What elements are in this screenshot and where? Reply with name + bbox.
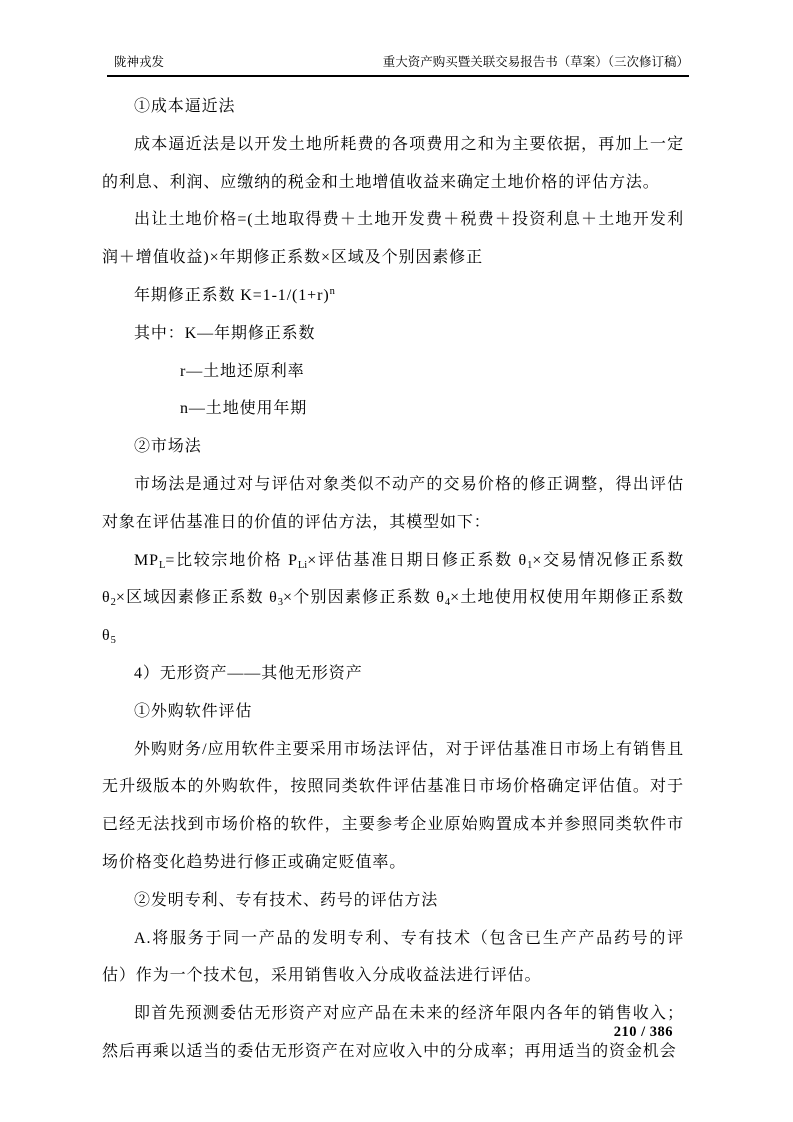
formula-subscript: L [158,559,166,571]
paragraph-text: =比较宗地价格 P [165,551,298,569]
paragraph [102,201,684,277]
paragraph-text: 外购财务/应用软件主要采用市场法评估，对于评估基准日市场上有销售且无升级版本的外购软件，按照同类软件评估基准日市场价格确定评估值。对于已经无法找到市场价格的软件，主要参考企业原始购置成本并参照同类软件市场价格变化趋势进行修正或确定贬值率。 [102,740,684,871]
formula-subscript: Li [297,559,308,571]
paragraph-text: 市场法是通过对与评估对象类似不动产的交易价格的修正调整，得出评估对象在评估基准日的价值的评估方法，其模型如下： [102,475,684,531]
paragraph-text: n—土地使用年期 [180,400,308,418]
paragraph-text: 成本逼近法是以开发土地所耗费的各项费用之和为主要依据，再加上一定的利息、利润、应缴纳的税金和土地增值收益来确定土地价格的评估方法。 [102,135,684,191]
page-header [107,54,689,77]
paragraph-text: ①外购软件评估 [134,702,253,720]
paragraph-text: ×区域因素修正系数 θ [115,589,278,607]
formula-subscript: 4 [444,597,451,609]
paragraph-text: ×土地使用权使用年期修正系数 θ [102,589,685,645]
paragraph [102,88,684,126]
paragraph-text: MP [134,551,159,569]
page-footer [102,1024,684,1041]
paragraph-text: ②市场法 [134,438,202,456]
paragraph [102,920,684,996]
header-right-title: 重大资产购买暨关联交易报告书（草案）（三次修订稿） [382,55,689,69]
document-body [102,88,684,1071]
paragraph-text: 即首先预测委估无形资产对应产品在未来的经济年限内各年的销售收入；然后再乘以适当的委估无形资产在对应收入中的分成率；再用适当的资金机会 [102,1005,684,1060]
paragraph [102,731,684,882]
paragraph [102,315,684,353]
paragraph [102,126,684,202]
paragraph [102,693,684,731]
paragraph-text: 其中：K—年期修正系数 [134,324,316,342]
formula-subscript: 5 [110,635,116,647]
paragraph [102,542,684,655]
paragraph [102,882,684,920]
paragraph [102,466,684,542]
paragraph-text: ×交易情况修正系数 θ [102,551,684,607]
paragraph-text: ×个别因素修正系数 θ [282,589,445,607]
paragraph [102,655,684,693]
paragraph-text: ×评估基准日期日修正系数 θ [307,551,528,569]
paragraph-text: A.将服务于同一产品的发明专利、专有技术（包含已生产产品药号的评估）作为一个技术包，采用销售收入分成收益法进行评估。 [102,929,684,985]
paragraph-text: ②发明专利、专有技术、药号的评估方法 [134,891,439,909]
header-left-title: 陇神戎发 [114,55,165,69]
paragraph-text: 出让土地价格=(土地取得费＋土地开发费＋税费＋投资利息＋土地开发利润＋增值收益)×年期修正系数×区域及个别因素修正 [102,211,684,267]
paragraph-text: ①成本逼近法 [134,98,236,115]
formula-supscript: n [329,285,335,297]
paragraph-text: r—土地还原利率 [180,362,305,380]
paragraph [102,428,684,466]
paragraph [102,390,684,428]
paragraph [102,353,684,391]
paragraph-text: 年期修正系数 K=1-1/(1+r) [134,286,330,304]
formula-subscript: 3 [277,597,283,609]
formula-subscript: 2 [110,597,116,609]
formula-subscript: 1 [527,559,533,571]
paragraph [102,277,684,315]
page-number: 210 / 386 [613,1024,673,1040]
paragraph-text: 4）无形资产——其他无形资产 [134,664,363,682]
